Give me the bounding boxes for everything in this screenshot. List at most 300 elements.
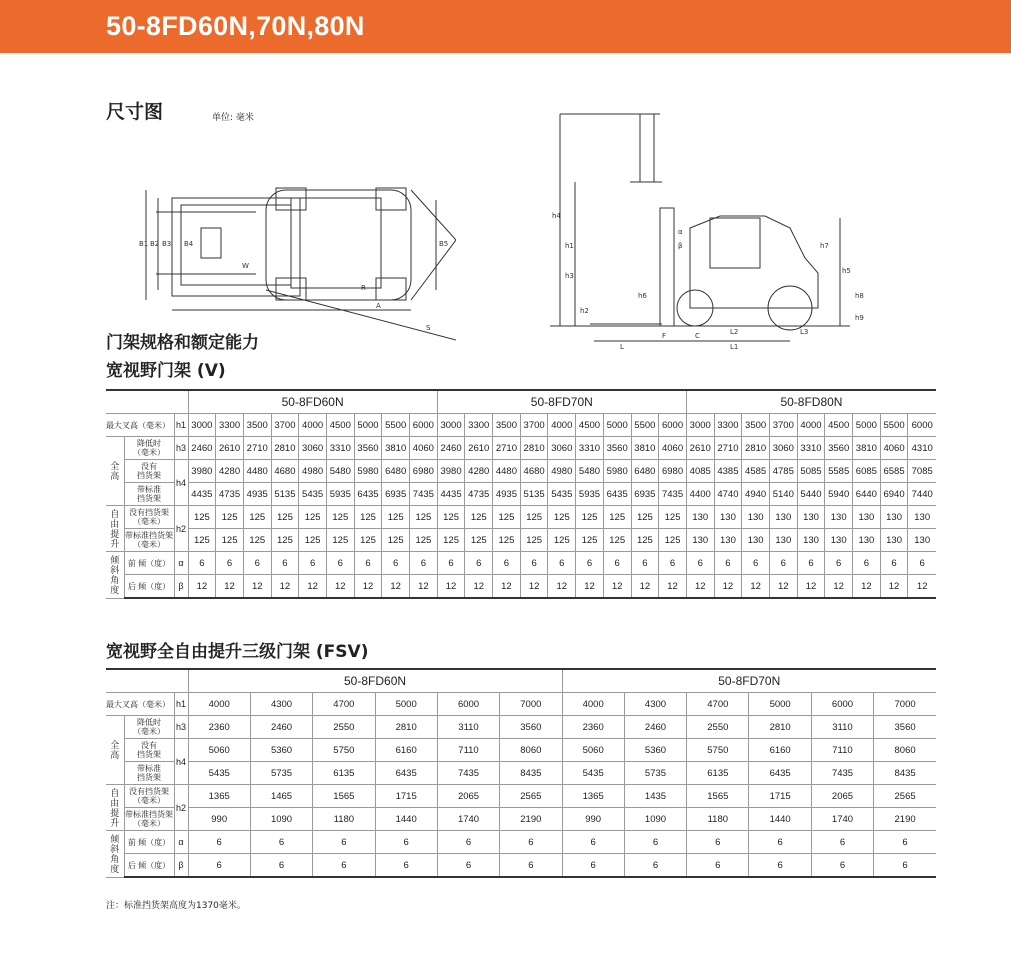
value-cell: 2550 — [687, 716, 749, 739]
value-cell: 130 — [686, 506, 714, 529]
row-code: α — [174, 831, 188, 854]
value-cell: 6 — [243, 552, 271, 575]
value-cell: 6000 — [659, 414, 687, 437]
value-cell: 2810 — [742, 437, 770, 460]
value-cell: 6 — [686, 552, 714, 575]
label-beta: β — [678, 242, 683, 250]
value-cell: 6 — [749, 831, 811, 854]
fork-rack — [201, 228, 221, 258]
value-cell: 6435 — [354, 483, 382, 506]
value-cell: 990 — [188, 808, 250, 831]
value-cell: 5980 — [603, 460, 631, 483]
row-code: h1 — [174, 414, 188, 437]
value-cell: 3110 — [811, 716, 873, 739]
value-cell: 3810 — [382, 437, 410, 460]
model-header: 50-8FD60N — [188, 669, 562, 693]
value-cell: 4435 — [437, 483, 465, 506]
label-R: R — [361, 284, 366, 292]
value-cell: 130 — [769, 529, 797, 552]
value-cell: 6 — [299, 552, 327, 575]
value-cell: 12 — [437, 575, 465, 599]
value-cell: 6 — [313, 854, 375, 878]
body-outline — [266, 190, 411, 300]
value-cell: 125 — [243, 529, 271, 552]
row-label: 最大叉高（毫米） — [106, 693, 174, 716]
value-cell: 130 — [769, 506, 797, 529]
value-cell: 125 — [216, 506, 244, 529]
value-cell: 1565 — [313, 785, 375, 808]
value-cell: 125 — [631, 506, 659, 529]
value-cell: 3300 — [465, 414, 493, 437]
row-label: 前 倾（度） — [124, 831, 174, 854]
value-cell: 12 — [548, 575, 576, 599]
value-cell: 5085 — [797, 460, 825, 483]
value-cell: 130 — [714, 506, 742, 529]
value-cell: 6 — [188, 552, 216, 575]
model-header: 50-8FD80N — [686, 390, 936, 414]
value-cell: 125 — [299, 506, 327, 529]
table-v-title: 宽视野门架 (V) — [106, 361, 226, 381]
value-cell: 6 — [659, 552, 687, 575]
value-cell: 1365 — [562, 785, 624, 808]
model-header: 50-8FD70N — [437, 390, 686, 414]
table-row — [106, 437, 936, 460]
value-cell: 130 — [853, 529, 881, 552]
row-label: 后 倾（度） — [124, 854, 174, 878]
row-label: 最大叉高（毫米） — [106, 414, 174, 437]
value-cell: 5000 — [853, 414, 881, 437]
value-cell: 8435 — [874, 762, 936, 785]
side-view-diagram — [550, 108, 880, 353]
value-cell: 125 — [465, 506, 493, 529]
value-cell: 2460 — [624, 716, 686, 739]
row-label: 降低时 （毫米） — [124, 716, 174, 739]
group-label: 倾 斜 角 度 — [106, 831, 124, 878]
mast-frame — [181, 205, 291, 285]
value-cell: 3000 — [437, 414, 465, 437]
section-title: 门架规格和额定能力 — [106, 333, 259, 353]
value-cell: 130 — [742, 506, 770, 529]
value-cell: 2190 — [500, 808, 562, 831]
value-cell: 3560 — [874, 716, 936, 739]
value-cell: 5935 — [326, 483, 354, 506]
value-cell: 1365 — [188, 785, 250, 808]
value-cell: 3300 — [216, 414, 244, 437]
value-cell: 4000 — [188, 693, 250, 716]
value-cell: 5750 — [687, 739, 749, 762]
value-cell: 7000 — [874, 693, 936, 716]
value-cell: 4785 — [769, 460, 797, 483]
value-cell: 3110 — [437, 716, 499, 739]
value-cell: 4585 — [742, 460, 770, 483]
value-cell: 12 — [520, 575, 548, 599]
value-cell: 6 — [548, 552, 576, 575]
value-cell: 130 — [880, 506, 908, 529]
value-cell: 1465 — [250, 785, 312, 808]
top-view-diagram — [136, 180, 456, 350]
value-cell: 125 — [188, 529, 216, 552]
label-h5: h5 — [842, 267, 851, 275]
value-cell: 5435 — [562, 762, 624, 785]
value-cell: 6 — [624, 831, 686, 854]
row-code: h1 — [174, 693, 188, 716]
value-cell: 12 — [576, 575, 604, 599]
row-label: 带标准挡货架 （毫米） — [124, 529, 174, 552]
value-cell: 12 — [825, 575, 853, 599]
value-cell: 6135 — [313, 762, 375, 785]
value-cell: 125 — [520, 529, 548, 552]
value-cell: 12 — [410, 575, 438, 599]
value-cell: 12 — [243, 575, 271, 599]
page-title: 50-8FD60N,70N,80N — [106, 11, 365, 41]
label-B4: B4 — [184, 240, 194, 248]
value-cell: 5000 — [749, 693, 811, 716]
value-cell: 1715 — [375, 785, 437, 808]
value-cell: 12 — [465, 575, 493, 599]
value-cell: 4310 — [908, 437, 936, 460]
value-cell: 1565 — [687, 785, 749, 808]
value-cell: 125 — [465, 529, 493, 552]
value-cell: 125 — [493, 529, 521, 552]
value-cell: 12 — [853, 575, 881, 599]
value-cell: 130 — [714, 529, 742, 552]
row-label: 没有挡货架 （毫米） — [124, 506, 174, 529]
value-cell: 12 — [769, 575, 797, 599]
value-cell: 1740 — [811, 808, 873, 831]
table-row — [106, 739, 936, 762]
value-cell: 6 — [250, 831, 312, 854]
table-row — [106, 762, 936, 785]
value-cell: 6 — [375, 831, 437, 854]
value-cell: 125 — [410, 506, 438, 529]
value-cell: 6 — [375, 854, 437, 878]
value-cell: 4935 — [493, 483, 521, 506]
value-cell: 4500 — [576, 414, 604, 437]
value-cell: 3310 — [797, 437, 825, 460]
value-cell: 6160 — [375, 739, 437, 762]
value-cell: 125 — [603, 506, 631, 529]
label-B1: B1 — [139, 240, 149, 248]
value-cell: 2460 — [188, 437, 216, 460]
value-cell: 12 — [326, 575, 354, 599]
value-cell: 12 — [271, 575, 299, 599]
value-cell: 5000 — [354, 414, 382, 437]
value-cell: 6 — [742, 552, 770, 575]
label-F: F — [662, 332, 667, 340]
value-cell: 4400 — [686, 483, 714, 506]
value-cell: 130 — [686, 529, 714, 552]
value-cell: 3060 — [769, 437, 797, 460]
value-cell: 5935 — [576, 483, 604, 506]
group-label: 全 高 — [106, 437, 124, 506]
value-cell: 5140 — [769, 483, 797, 506]
value-cell: 4680 — [271, 460, 299, 483]
value-cell: 2360 — [562, 716, 624, 739]
value-cell: 2460 — [250, 716, 312, 739]
value-cell: 12 — [603, 575, 631, 599]
value-cell: 5480 — [326, 460, 354, 483]
value-cell: 2065 — [811, 785, 873, 808]
value-cell: 4300 — [250, 693, 312, 716]
mast-table-fsv — [106, 668, 936, 878]
row-code: h3 — [174, 437, 188, 460]
value-cell: 1435 — [624, 785, 686, 808]
value-cell: 3560 — [500, 716, 562, 739]
value-cell: 4000 — [299, 414, 327, 437]
value-cell: 125 — [576, 529, 604, 552]
value-cell: 6 — [687, 854, 749, 878]
value-cell: 6 — [811, 831, 873, 854]
value-cell: 6 — [188, 831, 250, 854]
value-cell: 6 — [250, 854, 312, 878]
row-label: 后 倾（度） — [124, 575, 174, 599]
value-cell: 4735 — [465, 483, 493, 506]
value-cell: 1715 — [749, 785, 811, 808]
value-cell: 8060 — [874, 739, 936, 762]
value-cell: 3560 — [354, 437, 382, 460]
table-row — [106, 785, 936, 808]
value-cell: 125 — [548, 506, 576, 529]
table-fsv-title: 宽视野全自由提升三级门架 (FSV) — [106, 642, 369, 662]
value-cell: 6940 — [880, 483, 908, 506]
value-cell: 4980 — [548, 460, 576, 483]
value-cell: 5000 — [603, 414, 631, 437]
value-cell: 6 — [437, 552, 465, 575]
value-cell: 3500 — [742, 414, 770, 437]
value-cell: 7110 — [437, 739, 499, 762]
value-cell: 6 — [874, 831, 936, 854]
unit-label: 单位: 毫米 — [212, 113, 254, 123]
label-W: W — [242, 262, 249, 270]
value-cell: 2810 — [271, 437, 299, 460]
value-cell: 6 — [410, 552, 438, 575]
value-cell: 2610 — [465, 437, 493, 460]
value-cell: 12 — [188, 575, 216, 599]
value-cell: 1440 — [375, 808, 437, 831]
value-cell: 5585 — [825, 460, 853, 483]
label-L3: L3 — [800, 328, 809, 336]
value-cell: 6 — [576, 552, 604, 575]
value-cell: 6000 — [811, 693, 873, 716]
value-cell: 125 — [631, 529, 659, 552]
value-cell: 1090 — [624, 808, 686, 831]
label-L1: L1 — [730, 343, 739, 351]
value-cell: 6 — [271, 552, 299, 575]
value-cell: 6 — [811, 854, 873, 878]
value-cell: 2565 — [874, 785, 936, 808]
value-cell: 125 — [354, 529, 382, 552]
value-cell: 5735 — [624, 762, 686, 785]
value-cell: 6160 — [749, 739, 811, 762]
value-cell: 8060 — [500, 739, 562, 762]
value-cell: 4435 — [188, 483, 216, 506]
label-h7: h7 — [820, 242, 829, 250]
value-cell: 7435 — [410, 483, 438, 506]
value-cell: 4980 — [299, 460, 327, 483]
value-cell: 4085 — [686, 460, 714, 483]
value-cell: 3060 — [548, 437, 576, 460]
table-row — [106, 460, 936, 483]
value-cell: 5135 — [520, 483, 548, 506]
value-cell: 6135 — [687, 762, 749, 785]
label-h1: h1 — [565, 242, 574, 250]
label-alpha: α — [678, 228, 683, 236]
value-cell: 4700 — [687, 693, 749, 716]
value-cell: 3000 — [686, 414, 714, 437]
value-cell: 5940 — [825, 483, 853, 506]
value-cell: 125 — [520, 506, 548, 529]
value-cell: 5435 — [188, 762, 250, 785]
value-cell: 5750 — [313, 739, 375, 762]
value-cell: 125 — [382, 506, 410, 529]
value-cell: 6 — [624, 854, 686, 878]
value-cell: 4740 — [714, 483, 742, 506]
table-row — [106, 854, 936, 878]
value-cell: 6 — [313, 831, 375, 854]
row-code: h3 — [174, 716, 188, 739]
label-L2: L2 — [730, 328, 739, 336]
table-row — [106, 414, 936, 437]
value-cell: 5360 — [250, 739, 312, 762]
row-label: 带标准 挡货架 — [124, 762, 174, 785]
value-cell: 6 — [326, 552, 354, 575]
row-code: h2 — [174, 506, 188, 552]
value-cell: 2550 — [313, 716, 375, 739]
table-row — [106, 831, 936, 854]
value-cell: 4940 — [742, 483, 770, 506]
group-label: 倾 斜 角 度 — [106, 552, 124, 599]
row-code: h4 — [174, 460, 188, 506]
value-cell: 125 — [271, 506, 299, 529]
value-cell: 6 — [749, 854, 811, 878]
value-cell: 3060 — [299, 437, 327, 460]
value-cell: 2710 — [493, 437, 521, 460]
value-cell: 6 — [687, 831, 749, 854]
value-cell: 130 — [825, 529, 853, 552]
value-cell: 3700 — [520, 414, 548, 437]
value-cell: 3310 — [576, 437, 604, 460]
row-label: 没有挡货架 （毫米） — [124, 785, 174, 808]
value-cell: 4500 — [825, 414, 853, 437]
value-cell: 5135 — [271, 483, 299, 506]
value-cell: 6480 — [631, 460, 659, 483]
value-cell: 990 — [562, 808, 624, 831]
value-cell: 5435 — [299, 483, 327, 506]
row-label: 没有 挡货架 — [124, 739, 174, 762]
label-C: C — [695, 332, 700, 340]
value-cell: 130 — [853, 506, 881, 529]
mast — [660, 208, 674, 326]
row-label: 带标准 挡货架 — [124, 483, 174, 506]
value-cell: 125 — [410, 529, 438, 552]
value-cell: 5435 — [548, 483, 576, 506]
value-cell: 3700 — [769, 414, 797, 437]
value-cell: 2565 — [500, 785, 562, 808]
value-cell: 12 — [631, 575, 659, 599]
value-cell: 6435 — [375, 762, 437, 785]
table-row — [106, 390, 936, 414]
value-cell: 6935 — [382, 483, 410, 506]
value-cell: 4280 — [216, 460, 244, 483]
value-cell: 2710 — [243, 437, 271, 460]
value-cell: 6980 — [410, 460, 438, 483]
value-cell: 2460 — [437, 437, 465, 460]
footnote: 注：标准挡货架高度为1370毫米。 — [106, 901, 246, 911]
value-cell: 125 — [326, 529, 354, 552]
value-cell: 130 — [908, 529, 936, 552]
value-cell: 125 — [603, 529, 631, 552]
row-code: α — [174, 552, 188, 575]
value-cell: 3300 — [714, 414, 742, 437]
value-cell: 5500 — [631, 414, 659, 437]
row-code: h2 — [174, 785, 188, 831]
value-cell: 6480 — [382, 460, 410, 483]
dim-line-S — [266, 290, 456, 340]
value-cell: 3810 — [631, 437, 659, 460]
table-row — [106, 808, 936, 831]
label-B2: B2 — [150, 240, 160, 248]
value-cell: 4935 — [243, 483, 271, 506]
value-cell: 2610 — [686, 437, 714, 460]
value-cell: 125 — [493, 506, 521, 529]
value-cell: 6585 — [880, 460, 908, 483]
group-label: 自 由 提 升 — [106, 785, 124, 831]
table-row — [106, 716, 936, 739]
value-cell: 6 — [216, 552, 244, 575]
value-cell: 1180 — [313, 808, 375, 831]
value-cell: 6 — [465, 552, 493, 575]
table-row — [106, 506, 936, 529]
value-cell: 4480 — [243, 460, 271, 483]
value-cell: 6980 — [659, 460, 687, 483]
value-cell: 130 — [880, 529, 908, 552]
value-cell: 125 — [548, 529, 576, 552]
value-cell: 130 — [742, 529, 770, 552]
value-cell: 130 — [825, 506, 853, 529]
value-cell: 125 — [188, 506, 216, 529]
value-cell: 7110 — [811, 739, 873, 762]
value-cell: 125 — [437, 529, 465, 552]
value-cell: 1090 — [250, 808, 312, 831]
value-cell: 12 — [880, 575, 908, 599]
value-cell: 130 — [797, 506, 825, 529]
label-B3: B3 — [162, 240, 172, 248]
header-banner — [0, 0, 1011, 53]
value-cell: 1740 — [437, 808, 499, 831]
row-code: h4 — [174, 739, 188, 785]
value-cell: 6000 — [437, 693, 499, 716]
value-cell: 6 — [603, 552, 631, 575]
label-A: A — [376, 302, 381, 310]
value-cell: 6 — [493, 552, 521, 575]
truck-body — [690, 216, 818, 308]
value-cell: 5735 — [250, 762, 312, 785]
value-cell: 6 — [188, 854, 250, 878]
value-cell: 125 — [437, 506, 465, 529]
label-h9: h9 — [855, 314, 864, 322]
value-cell: 6000 — [908, 414, 936, 437]
dimensions-title: 尺寸图 — [106, 101, 164, 123]
turn-arc — [411, 190, 456, 300]
value-cell: 5440 — [797, 483, 825, 506]
value-cell: 2810 — [520, 437, 548, 460]
value-cell: 4060 — [880, 437, 908, 460]
value-cell: 6000 — [410, 414, 438, 437]
label-h8: h8 — [855, 292, 864, 300]
value-cell: 6 — [562, 831, 624, 854]
value-cell: 6 — [797, 552, 825, 575]
overhead-guard — [710, 218, 760, 268]
